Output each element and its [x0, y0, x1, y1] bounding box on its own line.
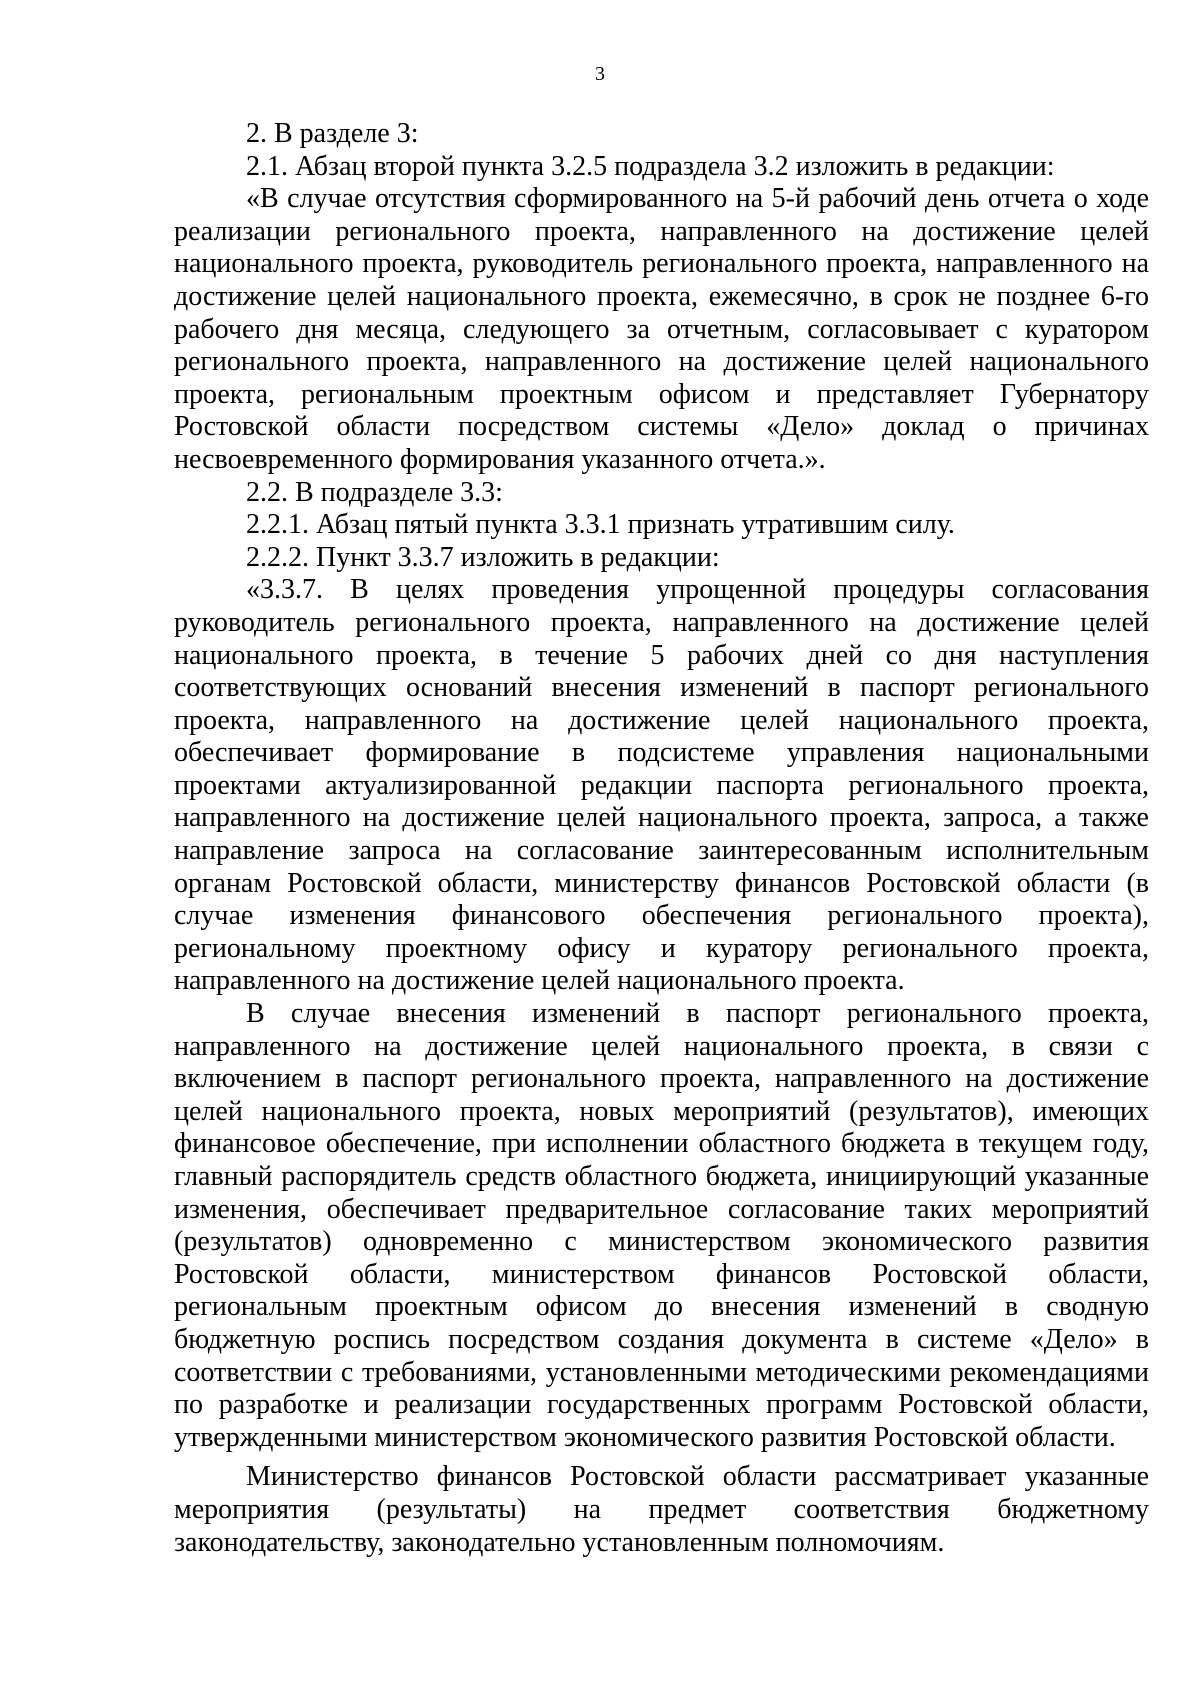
page-number: 3	[595, 63, 605, 85]
document-body	[174, 118, 1149, 1559]
paragraph-2-2-2: 2.2.2. Пункт 3.3.7 изложить в редакции:	[246, 541, 720, 573]
paragraph-2-1-text: «В случае отсутствия сформированного на 5-й рабочий день отчета о ходе реализации регионального проекта, направленного на достижение целей национального проекта, руководитель регионального проекта, направленного на достижение целей национального проекта, ежемесячно, в срок не позднее 6-го рабочего дня месяца, следующего за отчетным, согласовывает с куратором регионального проекта, направленного на достижение целей национального проекта, региональным проектным офисом и представляет Губернатору Ростовской области посредством системы «Дело» доклад о причинах несвоевременного формирования указанного отчета.».	[174, 183, 1149, 475]
paragraph-3-3-7-text: «3.3.7. В целях проведения упрощенной процедуры согласования руководитель регионального проекта, направленного на достижение целей национального проекта, в течение 5 рабочих дней со дня наступления соответствующих оснований внесения изменений в паспорт регионального проекта, направленного на достижение целей национального проекта, обеспечивает формирование в подсистеме управления национальными проектами актуализированной редакции паспорта регионального проекта, направленного на достижение целей национального проекта, запроса, а также направление запроса на согласование заинтересованным исполнительным органам Ростовской области, министерству финансов Ростовской области (в случае изменения финансового обеспечения регионального проекта), региональному проектному офису и куратору регионального проекта, направленного на достижение целей национального проекта.	[174, 574, 1149, 997]
paragraph-section-3-heading: 2. В разделе 3:	[246, 118, 419, 149]
paragraph-2-2-1: 2.2.1. Абзац пятый пункта 3.3.1 признать утратившим силу.	[246, 509, 955, 541]
paragraph-2-2: 2.2. В подразделе 3.3:	[246, 476, 503, 508]
paragraph-ministry-text: Министерство финансов Ростовской области рассматривает указанные мероприятия (результаты) на предмет соответствия бюджетному законодательству, законодательно установленным полномочиям.	[174, 1461, 1149, 1558]
paragraph-2-1: 2.1. Абзац второй пункта 3.2.5 подраздела 3.2 изложить в редакции:	[246, 150, 1055, 182]
paragraph-changes-text: В случае внесения изменений в паспорт регионального проекта, направленного на достижение целей национального проекта, в связи с включением в паспорт регионального проекта, направленного на достижение целей национального проекта, новых мероприятий (результатов), имеющих финансовое обеспечение, при исполнении областного бюджета в текущем году, главный распорядитель средств областного бюджета, инициирующий указанные изменения, обеспечивает предварительное согласование таких мероприятий (результатов) одновременно с министерством экономического развития Ростовской области, министерством финансов Ростовской области, региональным проектным офисом до внесения изменений в сводную бюджетную роспись посредством создания документа в системе «Дело» в соответствии с требованиями, установленными методическими рекомендациями по разработке и реализации государственных программ Ростовской области, утвержденными министерством экономического развития Ростовской области.	[174, 998, 1149, 1453]
